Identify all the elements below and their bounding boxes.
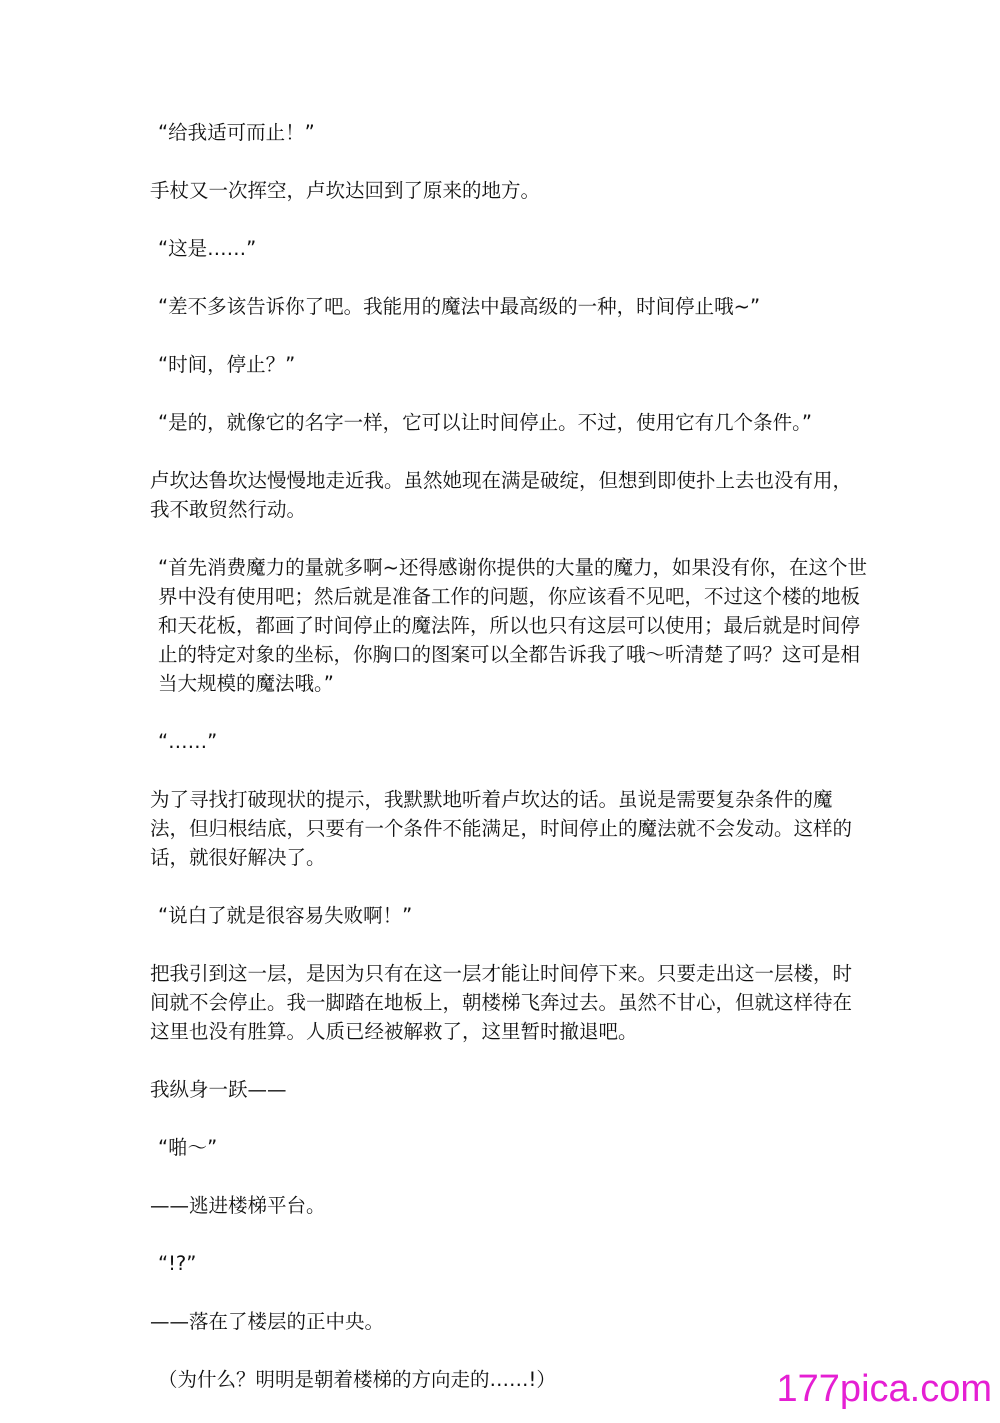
paragraph: “时间，停止？” — [158, 353, 296, 376]
paragraph: “给我适可而止！” — [158, 121, 315, 144]
paragraph: 手杖又一次挥空，卢坎达回到了原来的地方。 — [150, 179, 541, 202]
paragraph: “!?” — [158, 1252, 197, 1275]
story-text — [150, 118, 870, 1423]
paragraph: ——逃进楼梯平台。 — [150, 1194, 326, 1217]
paragraph: “是的，就像它的名字一样，它可以让时间停止。不过，使用它有几个条件。” — [158, 411, 812, 434]
paragraph: “这是……” — [158, 237, 257, 260]
paragraph: 把我引到这一层，是因为只有在这一层才能让时间停下来。只要走出这一层楼，时间就不会停止。我一脚踏在地板上，朝楼梯飞奔过去。虽然不甘心，但就这样待在这里也没有胜算。人质已经被解救了，这里暂时撤退吧。 — [150, 962, 853, 1043]
paragraph: “首先消费魔力的量就多啊~还得感谢你提供的大量的魔力，如果没有你，在这个世界中没有使用吧；然后就是准备工作的问题，你应该看不见吧，不过这个楼的地板和天花板，都画了时间停止的魔法阵，所以也只有这层可以使用；最后就是时间停止的特定对象的坐标，你胸口的图案可以全都告诉我了哦～听清楚了吗？这可是相当大规模的魔法哦。” — [158, 556, 867, 695]
paragraph: （为什么？明明是朝着楼梯的方向走的……!） — [158, 1368, 556, 1391]
watermark-text: 177pica.com — [776, 1368, 992, 1410]
paragraph: “差不多该告诉你了吧。我能用的魔法中最高级的一种，时间停止哦~” — [158, 295, 761, 318]
paragraph: 为了寻找打破现状的提示，我默默地听着卢坎达的话。虽说是需要复杂条件的魔法，但归根结底，只要有一个条件不能满足，时间停止的魔法就不会发动。这样的话，就很好解决了。 — [150, 788, 853, 869]
paragraph: 卢坎达鲁坎达慢慢地走近我。虽然她现在满是破绽，但想到即使扑上去也没有用，我不敢贸然行动。 — [150, 469, 853, 521]
paragraph: 我纵身一跃—— — [150, 1078, 287, 1101]
paragraph: “说白了就是很容易失败啊！” — [158, 904, 413, 927]
paragraph: “……” — [158, 730, 218, 753]
paragraph: ——落在了楼层的正中央。 — [150, 1310, 385, 1333]
paragraph: “啪～” — [158, 1136, 218, 1159]
